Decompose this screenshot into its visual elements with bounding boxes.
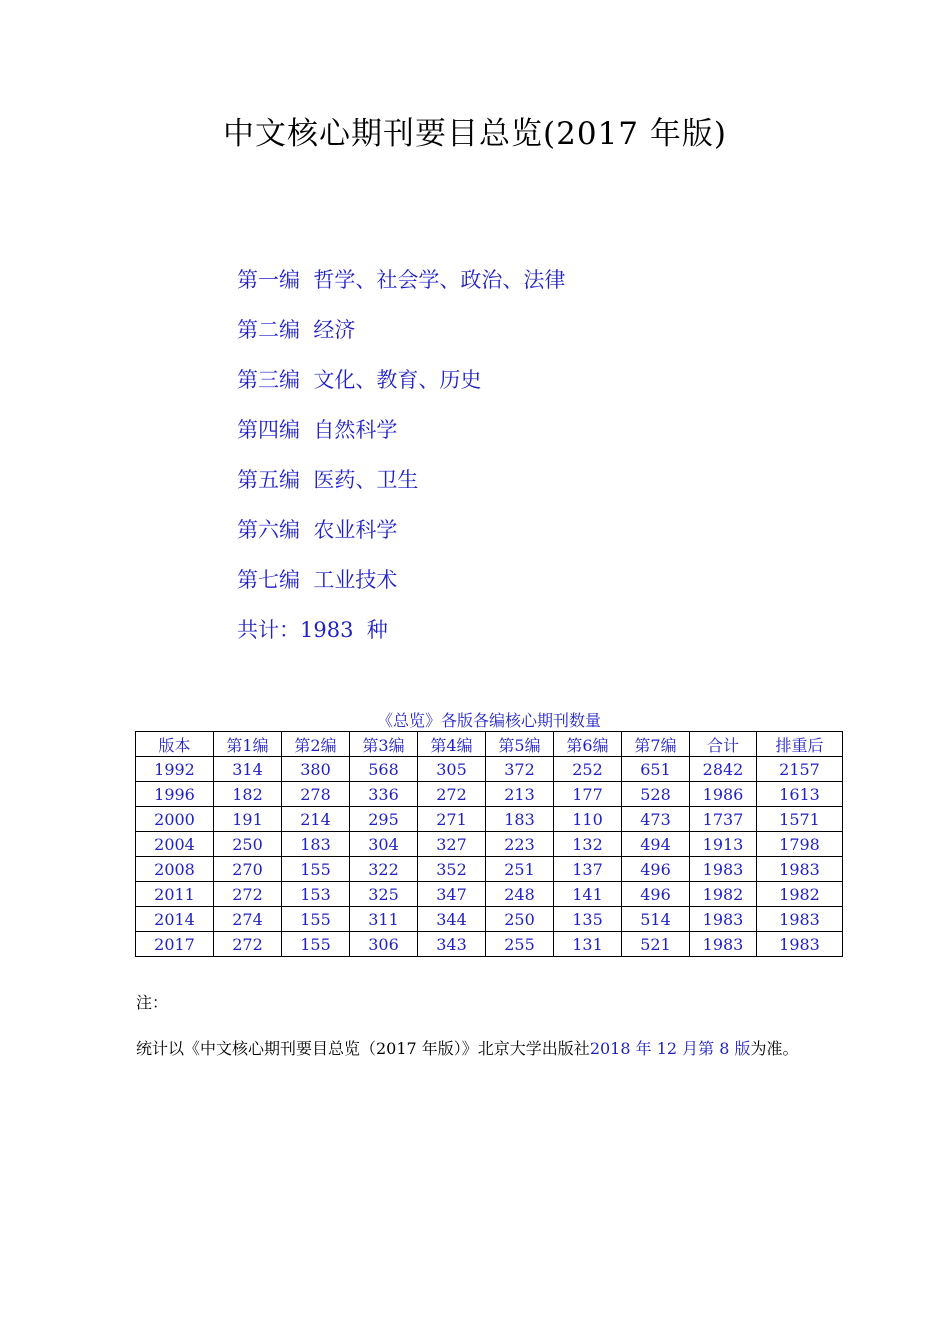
table-cell: 135 bbox=[554, 907, 622, 932]
table-cell: 2000 bbox=[136, 807, 214, 832]
table-cell: 336 bbox=[350, 782, 418, 807]
table-row bbox=[136, 782, 843, 807]
section-item: 第七编 工业技术 bbox=[237, 568, 398, 592]
table-cell: 2004 bbox=[136, 832, 214, 857]
table-cell: 183 bbox=[486, 807, 554, 832]
table-cell: 1798 bbox=[757, 832, 843, 857]
table-cell: 274 bbox=[214, 907, 282, 932]
table-cell: 251 bbox=[486, 857, 554, 882]
section-item: 第四编 自然科学 bbox=[237, 418, 398, 442]
table-cell: 131 bbox=[554, 932, 622, 957]
table-cell: 2157 bbox=[757, 757, 843, 782]
table-cell: 347 bbox=[418, 882, 486, 907]
header-part-4: 第4编 bbox=[418, 732, 486, 757]
table-cell: 183 bbox=[282, 832, 350, 857]
table-cell: 2014 bbox=[136, 907, 214, 932]
document-title: 中文核心期刊要目总览(2017 年版) bbox=[223, 116, 727, 152]
table-cell: 305 bbox=[418, 757, 486, 782]
table-cell: 1983 bbox=[757, 857, 843, 882]
table-cell: 380 bbox=[282, 757, 350, 782]
table-cell: 1982 bbox=[757, 882, 843, 907]
section-item: 第二编 经济 bbox=[237, 318, 356, 342]
table-header-row bbox=[136, 732, 843, 757]
table-cell: 496 bbox=[622, 882, 690, 907]
table-cell: 311 bbox=[350, 907, 418, 932]
table-cell: 494 bbox=[622, 832, 690, 857]
table-cell: 1737 bbox=[690, 807, 757, 832]
table-cell: 155 bbox=[282, 907, 350, 932]
table-cell: 141 bbox=[554, 882, 622, 907]
table-cell: 252 bbox=[554, 757, 622, 782]
table-cell: 1982 bbox=[690, 882, 757, 907]
table-cell: 250 bbox=[214, 832, 282, 857]
table-cell: 1913 bbox=[690, 832, 757, 857]
header-edition: 版本 bbox=[136, 732, 214, 757]
table-cell: 322 bbox=[350, 857, 418, 882]
header-part-1: 第1编 bbox=[214, 732, 282, 757]
table-cell: 132 bbox=[554, 832, 622, 857]
table-row bbox=[136, 857, 843, 882]
table-cell: 2008 bbox=[136, 857, 214, 882]
table-cell: 155 bbox=[282, 857, 350, 882]
table-row bbox=[136, 932, 843, 957]
table-cell: 325 bbox=[350, 882, 418, 907]
table-cell: 521 bbox=[622, 932, 690, 957]
table-cell: 1996 bbox=[136, 782, 214, 807]
table-cell: 182 bbox=[214, 782, 282, 807]
table-cell: 2842 bbox=[690, 757, 757, 782]
section-item: 第六编 农业科学 bbox=[237, 518, 398, 542]
table-cell: 473 bbox=[622, 807, 690, 832]
table-cell: 214 bbox=[282, 807, 350, 832]
table-cell: 568 bbox=[350, 757, 418, 782]
note-text-main: 统计以《中文核心期刊要目总览（2017 年版）》北京大学出版社 bbox=[136, 1039, 590, 1058]
header-dedup: 排重后 bbox=[757, 732, 843, 757]
table-cell: 137 bbox=[554, 857, 622, 882]
table-cell: 2011 bbox=[136, 882, 214, 907]
table-cell: 272 bbox=[214, 932, 282, 957]
table-cell: 344 bbox=[418, 907, 486, 932]
table-cell: 1983 bbox=[757, 907, 843, 932]
table-cell: 651 bbox=[622, 757, 690, 782]
table-row bbox=[136, 907, 843, 932]
header-part-2: 第2编 bbox=[282, 732, 350, 757]
header-part-3: 第3编 bbox=[350, 732, 418, 757]
table-cell: 372 bbox=[486, 757, 554, 782]
table-cell: 1983 bbox=[690, 932, 757, 957]
note-text-end: 为准。 bbox=[750, 1039, 799, 1058]
table-row bbox=[136, 832, 843, 857]
table-cell: 343 bbox=[418, 932, 486, 957]
note-label: 注： bbox=[136, 993, 169, 1012]
table-cell: 191 bbox=[214, 807, 282, 832]
table-cell: 2017 bbox=[136, 932, 214, 957]
table-cell: 250 bbox=[486, 907, 554, 932]
table-cell: 1983 bbox=[757, 932, 843, 957]
header-part-7: 第7编 bbox=[622, 732, 690, 757]
table-cell: 271 bbox=[418, 807, 486, 832]
section-item: 第五编 医药、卫生 bbox=[237, 468, 419, 492]
header-part-6: 第6编 bbox=[554, 732, 622, 757]
section-item: 第三编 文化、教育、历史 bbox=[237, 368, 482, 392]
table-cell: 295 bbox=[350, 807, 418, 832]
table-cell: 306 bbox=[350, 932, 418, 957]
table-cell: 1571 bbox=[757, 807, 843, 832]
table-cell: 1983 bbox=[690, 857, 757, 882]
table-cell: 248 bbox=[486, 882, 554, 907]
table-caption: 《总览》各版各编核心期刊数量 bbox=[376, 711, 601, 730]
note-edition-info: 2018 年 12 月第 8 版 bbox=[589, 1039, 751, 1058]
table-cell: 272 bbox=[418, 782, 486, 807]
section-item: 第一编 哲学、社会学、政治、法律 bbox=[237, 268, 566, 292]
table-cell: 153 bbox=[282, 882, 350, 907]
header-part-5: 第5编 bbox=[486, 732, 554, 757]
table-cell: 155 bbox=[282, 932, 350, 957]
header-total: 合计 bbox=[690, 732, 757, 757]
journal-count-table bbox=[135, 731, 843, 957]
table-cell: 528 bbox=[622, 782, 690, 807]
table-cell: 1986 bbox=[690, 782, 757, 807]
table-cell: 314 bbox=[214, 757, 282, 782]
note-text bbox=[136, 1036, 816, 1061]
table-cell: 1983 bbox=[690, 907, 757, 932]
table-row bbox=[136, 757, 843, 782]
table-cell: 272 bbox=[214, 882, 282, 907]
table-row bbox=[136, 882, 843, 907]
table-cell: 255 bbox=[486, 932, 554, 957]
table-cell: 496 bbox=[622, 857, 690, 882]
table-row bbox=[136, 807, 843, 832]
table-cell: 110 bbox=[554, 807, 622, 832]
table-cell: 278 bbox=[282, 782, 350, 807]
table-cell: 223 bbox=[486, 832, 554, 857]
table-cell: 514 bbox=[622, 907, 690, 932]
table-cell: 177 bbox=[554, 782, 622, 807]
table-body bbox=[136, 757, 843, 957]
table-cell: 352 bbox=[418, 857, 486, 882]
table-cell: 270 bbox=[214, 857, 282, 882]
table-cell: 304 bbox=[350, 832, 418, 857]
table-cell: 1992 bbox=[136, 757, 214, 782]
section-list bbox=[237, 262, 565, 662]
table-cell: 327 bbox=[418, 832, 486, 857]
table-cell: 213 bbox=[486, 782, 554, 807]
table-cell: 1613 bbox=[757, 782, 843, 807]
total-count: 共计：1983 种 bbox=[237, 618, 388, 642]
